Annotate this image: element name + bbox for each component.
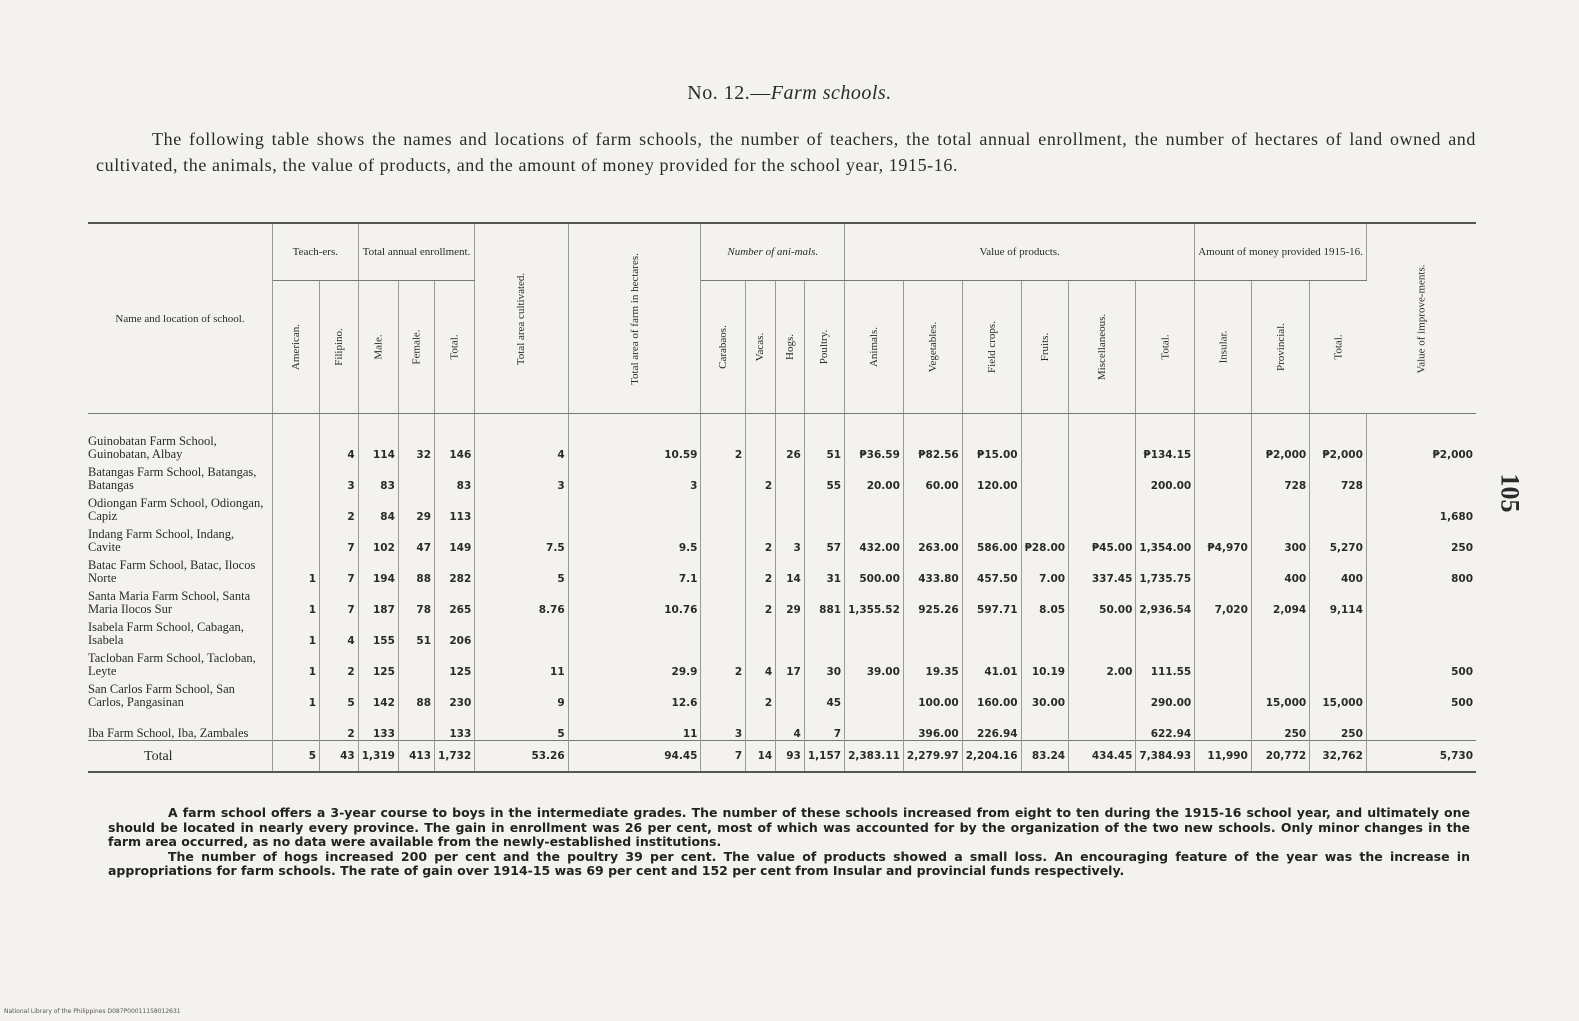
table-cell: 39.00 (845, 647, 904, 678)
table-cell (1069, 709, 1136, 741)
table-cell: 11 (568, 709, 701, 741)
school-name-cell: San Carlos Farm School, San Carlos, Pangasinan (88, 678, 272, 709)
table-cell (1366, 616, 1476, 647)
title-text: Farm schools. (770, 82, 892, 104)
intro-paragraph: The following table shows the names and locations of farm schools, the number of teachers, the total annual enrollment, the number of hectares of land owned and cultivated, the animals, the value of products, and the amount of money provided for the school year, 1915-16. (96, 129, 1476, 175)
table-cell: 47 (398, 523, 434, 554)
table-cell (804, 616, 844, 647)
total-cell: 1,732 (435, 741, 475, 773)
header-products-total: Total. (1136, 281, 1195, 414)
table-cell: 4 (746, 647, 776, 678)
total-cell: 1,157 (804, 741, 844, 773)
header-money-total: Total. (1310, 281, 1367, 414)
header-female: Female. (398, 281, 434, 414)
table-cell (1021, 709, 1069, 741)
table-row (88, 585, 1476, 616)
table-cell (272, 492, 319, 523)
table-cell (272, 461, 319, 492)
table-cell: 1,354.00 (1136, 523, 1195, 554)
table-cell: 250 (1310, 709, 1367, 741)
table-cell (962, 616, 1021, 647)
table-row (88, 678, 1476, 709)
table-cell: 83 (435, 461, 475, 492)
table-cell (398, 461, 434, 492)
table-cell: 45 (804, 678, 844, 709)
school-name-cell: Tacloban Farm School, Tacloban, Leyte (88, 647, 272, 678)
table-cell: 1,735.75 (1136, 554, 1195, 585)
header-field-crops: Field crops. (962, 281, 1021, 414)
table-cell: ₱134.15 (1136, 414, 1195, 462)
total-cell: 94.45 (568, 741, 701, 773)
table-cell (1069, 678, 1136, 709)
table-cell: 7,020 (1195, 585, 1252, 616)
school-name-cell: Batangas Farm School, Batangas, Batangas (88, 461, 272, 492)
table-cell: 2 (701, 647, 746, 678)
total-cell: 43 (320, 741, 359, 773)
table-cell (701, 492, 746, 523)
school-name-cell: Indang Farm School, Indang, Cavite (88, 523, 272, 554)
table-cell (804, 492, 844, 523)
table-cell (776, 461, 805, 492)
table-cell (903, 492, 962, 523)
table-cell (776, 678, 805, 709)
total-cell: 14 (746, 741, 776, 773)
table-cell: 1 (272, 678, 319, 709)
table-cell: 1,355.52 (845, 585, 904, 616)
table-cell: 29.9 (568, 647, 701, 678)
table-cell: 7 (320, 585, 359, 616)
table-cell (1195, 461, 1252, 492)
total-cell: 20,772 (1251, 741, 1309, 773)
total-cell: 7,384.93 (1136, 741, 1195, 773)
table-cell: 282 (435, 554, 475, 585)
table-cell: 7 (804, 709, 844, 741)
table-cell (1069, 414, 1136, 462)
table-cell: 120.00 (962, 461, 1021, 492)
table-cell: 5 (475, 709, 568, 741)
table-cell: 113 (435, 492, 475, 523)
table-cell: 728 (1310, 461, 1367, 492)
table-cell: 155 (358, 616, 398, 647)
table-cell (1195, 414, 1252, 462)
table-cell (1366, 585, 1476, 616)
table-cell: 2 (746, 678, 776, 709)
header-miscellaneous: Miscellaneous. (1069, 281, 1136, 414)
table-cell: 500 (1451, 697, 1473, 709)
header-enroll-total: Total. (435, 281, 475, 414)
header-school-name: Name and location of school. (88, 223, 272, 414)
total-cell: 413 (398, 741, 434, 773)
table-row (88, 709, 1476, 741)
total-cell: 2,383.11 (845, 741, 904, 773)
title-number: No. 12.— (687, 82, 771, 104)
table-cell: 14 (776, 554, 805, 585)
header-male: Male. (358, 281, 398, 414)
table-cell (845, 678, 904, 709)
header-animals-value: Animals. (845, 281, 904, 414)
table-cell (272, 414, 319, 462)
table-cell: 4 (320, 414, 359, 462)
table-cell: 17 (776, 647, 805, 678)
header-provincial: Provincial. (1251, 281, 1309, 414)
table-cell: 5 (320, 678, 359, 709)
table-cell (1310, 492, 1367, 523)
page-number: 105 (1495, 473, 1525, 513)
header-american: American. (272, 281, 319, 414)
table-cell (701, 616, 746, 647)
table-cell (903, 616, 962, 647)
table-cell: 29 (776, 585, 805, 616)
header-improvements: Value of improve-ments. (1366, 223, 1476, 414)
table-cell: 1 (272, 647, 319, 678)
table-cell: 60.00 (903, 461, 962, 492)
table-cell: ₱15.00 (962, 414, 1021, 462)
table-cell: 2 (746, 554, 776, 585)
table-cell (1021, 414, 1069, 462)
total-cell: 11,990 (1195, 741, 1252, 773)
table-cell (776, 616, 805, 647)
table-cell: 597.71 (962, 585, 1021, 616)
total-cell: 1,319 (358, 741, 398, 773)
table-cell: 8.76 (475, 585, 568, 616)
header-enrollment: Total annual enrollment. (358, 223, 475, 281)
table-cell: 88 (398, 554, 434, 585)
table-cell (701, 678, 746, 709)
table-cell (701, 585, 746, 616)
page-title (0, 82, 1579, 105)
table-cell: 206 (435, 616, 475, 647)
table-cell: 83 (358, 461, 398, 492)
header-filipino: Filipino. (320, 281, 359, 414)
total-cell: 32,762 (1310, 741, 1367, 773)
table-cell (1195, 554, 1252, 585)
table-cell (962, 492, 1021, 523)
table-cell: 586.00 (962, 523, 1021, 554)
table-cell: 142 (358, 678, 398, 709)
table-cell: 457.50 (962, 554, 1021, 585)
table-cell (475, 616, 568, 647)
table-cell: 100.00 (903, 678, 962, 709)
table-row (88, 554, 1476, 585)
table-cell (1366, 709, 1476, 741)
table-cell (746, 492, 776, 523)
table-cell: 133 (435, 709, 475, 741)
table-cell (568, 616, 701, 647)
header-poultry: Poultry. (804, 281, 844, 414)
table-cell: 29 (398, 492, 434, 523)
table-cell: 20.00 (845, 461, 904, 492)
table-cell (776, 492, 805, 523)
table-cell: ₱45.00 (1069, 523, 1136, 554)
table-cell: 31 (804, 554, 844, 585)
table-cell: 337.45 (1069, 554, 1136, 585)
table-cell: 2,936.54 (1136, 585, 1195, 616)
table-cell: 15,000 (1310, 678, 1367, 709)
farm-schools-table (88, 222, 1476, 773)
header-hogs: Hogs. (776, 281, 805, 414)
table-cell: 1 (272, 616, 319, 647)
table-cell (1310, 616, 1367, 647)
table-cell: 10.76 (568, 585, 701, 616)
table-cell (1136, 492, 1195, 523)
table-cell: 10.59 (568, 414, 701, 462)
table-cell: 396.00 (903, 709, 962, 741)
table-cell (1069, 492, 1136, 523)
table-cell (845, 616, 904, 647)
table-cell: 149 (435, 523, 475, 554)
table-cell: 881 (804, 585, 844, 616)
total-cell: 2,204.16 (962, 741, 1021, 773)
table-cell: 500 (1451, 666, 1473, 678)
table-cell: 102 (358, 523, 398, 554)
table-row (88, 647, 1476, 678)
table-cell: 9,114 (1310, 585, 1367, 616)
table-cell (398, 647, 434, 678)
table-cell (701, 523, 746, 554)
school-name-cell: Santa Maria Farm School, Santa Maria Ilocos Sur (88, 585, 272, 616)
table-cell: 4 (776, 709, 805, 741)
table-cell: 3 (320, 461, 359, 492)
table-cell: 50.00 (1069, 585, 1136, 616)
table-cell (272, 709, 319, 741)
table-cell (1069, 616, 1136, 647)
header-vacas: Vacas. (746, 281, 776, 414)
table-cell (1021, 461, 1069, 492)
total-cell: 83.24 (1021, 741, 1069, 773)
footnote-paragraph-1: A farm school offers a 3-year course to boys in the intermediate grades. The number of these schools increased from eight to ten during the 1915-16 school year, and ultimately one should be located in nearly every province. The gain in enrollment was 26 per cent, most of which was accounted for by the organization of the two new schools. Only minor changes in the farm area occurred, as no data were available from the newly-established institutions. (108, 805, 1470, 849)
table-cell: 7.5 (475, 523, 568, 554)
total-cell: 7 (701, 741, 746, 773)
table-row (88, 616, 1476, 647)
table-cell: 622.94 (1136, 709, 1195, 741)
table-cell: 7.00 (1021, 554, 1069, 585)
table-row (88, 492, 1476, 523)
table-cell: 5,270 (1310, 523, 1367, 554)
table-row (88, 523, 1476, 554)
table-cell: 4 (475, 414, 568, 462)
table-row (88, 414, 1476, 462)
table-cell: 3 (701, 709, 746, 741)
table-cell: 3 (568, 461, 701, 492)
table-cell: 265 (435, 585, 475, 616)
total-cell: 5,730 (1366, 741, 1476, 773)
table-cell: 400 (1251, 554, 1309, 585)
table-cell: 263.00 (903, 523, 962, 554)
table-cell: 88 (398, 678, 434, 709)
table-cell: 9.5 (568, 523, 701, 554)
school-name-cell: Iba Farm School, Iba, Zambales (88, 709, 272, 741)
table-cell: 1 (272, 585, 319, 616)
table-cell: 250 (1251, 709, 1309, 741)
table-cell: ₱2,000 (1432, 449, 1473, 461)
table-cell: 26 (776, 414, 805, 462)
table-cell: 57 (804, 523, 844, 554)
school-name-cell: Guinobatan Farm School, Guinobatan, Albay (88, 414, 272, 462)
header-vegetables: Vegetables. (903, 281, 962, 414)
total-row (88, 741, 1476, 773)
total-cell: 2,279.97 (903, 741, 962, 773)
table-cell (746, 616, 776, 647)
total-label: Total (88, 741, 272, 773)
table-cell: 187 (358, 585, 398, 616)
table-cell (475, 492, 568, 523)
table-body (88, 414, 1476, 773)
table-cell: ₱36.59 (845, 414, 904, 462)
table-cell (746, 709, 776, 741)
table-cell (1251, 647, 1309, 678)
table-cell: 2,094 (1251, 585, 1309, 616)
school-name-cell: Odiongan Farm School, Odiongan, Capiz (88, 492, 272, 523)
header-products: Value of products. (845, 223, 1195, 281)
table-cell: 30 (804, 647, 844, 678)
total-cell: 434.45 (1069, 741, 1136, 773)
table-cell: 2 (320, 492, 359, 523)
table-cell: 146 (435, 414, 475, 462)
table-cell (1195, 647, 1252, 678)
table-cell (1021, 616, 1069, 647)
table-cell: 3 (475, 461, 568, 492)
table-cell: 32 (398, 414, 434, 462)
header-fruits: Fruits. (1021, 281, 1069, 414)
table-cell (845, 492, 904, 523)
table-cell: 1,680 (1439, 511, 1473, 523)
table-cell (746, 414, 776, 462)
table-cell: ₱82.56 (903, 414, 962, 462)
header-area-cultivated: Total area cultivated. (475, 223, 568, 414)
total-cell: 93 (776, 741, 805, 773)
table-cell: 500.00 (845, 554, 904, 585)
table-cell (845, 709, 904, 741)
table-cell: 125 (435, 647, 475, 678)
table-cell (1136, 616, 1195, 647)
table-cell (398, 709, 434, 741)
table-cell (1195, 616, 1252, 647)
table-cell: 51 (398, 616, 434, 647)
footnote (108, 806, 1470, 879)
table-cell: 19.35 (903, 647, 962, 678)
table-cell: 200.00 (1136, 461, 1195, 492)
header-money: Amount of money provided 1915-16. (1195, 223, 1367, 281)
table-cell: 133 (358, 709, 398, 741)
table-cell: 9 (475, 678, 568, 709)
header-area-farm: Total area of farm in hectares. (568, 223, 701, 414)
table-cell (1251, 616, 1309, 647)
table-cell: 5 (475, 554, 568, 585)
table-cell (568, 492, 701, 523)
table-cell: 226.94 (962, 709, 1021, 741)
table-cell: 432.00 (845, 523, 904, 554)
header-insular: Insular. (1195, 281, 1252, 414)
header-teachers: Teach-ers. (272, 223, 358, 281)
table-cell: 10.19 (1021, 647, 1069, 678)
table-cell: 111.55 (1136, 647, 1195, 678)
table-cell (1069, 461, 1136, 492)
table-cell: 230 (435, 678, 475, 709)
table-cell: 925.26 (903, 585, 962, 616)
table-cell: ₱4,970 (1195, 523, 1252, 554)
table-cell: 2 (320, 709, 359, 741)
table-cell: 728 (1251, 461, 1309, 492)
table-cell: 2 (746, 523, 776, 554)
table-cell: 7.1 (568, 554, 701, 585)
table-cell (1195, 709, 1252, 741)
table-cell (701, 461, 746, 492)
table-cell: ₱28.00 (1021, 523, 1069, 554)
table-cell: 2 (320, 647, 359, 678)
table-cell: 7 (320, 523, 359, 554)
table-cell: 194 (358, 554, 398, 585)
total-cell: 5 (272, 741, 319, 773)
total-cell: 53.26 (475, 741, 568, 773)
table-cell: 51 (804, 414, 844, 462)
table-cell: 12.6 (568, 678, 701, 709)
school-name-cell: Batac Farm School, Batac, Ilocos Norte (88, 554, 272, 585)
table-cell: 400 (1310, 554, 1367, 585)
table-cell (272, 523, 319, 554)
table-cell: 800 (1451, 573, 1473, 585)
footnote-paragraph-2: The number of hogs increased 200 per cent and the poultry 39 per cent. The value of products showed a small loss. An encouraging feature of the year was the increase in appropriations for farm schools. The rate of gain over 1914-15 was 69 per cent and 152 per cent from Insular and provincial funds respectively. (108, 848, 1470, 878)
table-cell: ₱2,000 (1251, 414, 1309, 462)
table-cell: 2.00 (1069, 647, 1136, 678)
source-credit: National Library of the Philippines D087P00011158012631 (4, 1008, 181, 1015)
table-cell (1310, 647, 1367, 678)
table-cell: 250 (1451, 542, 1473, 554)
table-cell: 30.00 (1021, 678, 1069, 709)
table-cell: 8.05 (1021, 585, 1069, 616)
table-cell (1195, 492, 1252, 523)
table-cell: 7 (320, 554, 359, 585)
school-name-cell: Isabela Farm School, Cabagan, Isabela (88, 616, 272, 647)
table-cell (1195, 678, 1252, 709)
table-cell (1251, 492, 1309, 523)
table-cell (701, 554, 746, 585)
table-cell: 84 (358, 492, 398, 523)
table-cell: 433.80 (903, 554, 962, 585)
table-cell: 160.00 (962, 678, 1021, 709)
table-cell: 2 (746, 585, 776, 616)
table-cell (1021, 492, 1069, 523)
table-cell: 11 (475, 647, 568, 678)
table-cell: 1 (272, 554, 319, 585)
header-carabaos: Carabaos. (701, 281, 746, 414)
table-cell: 4 (320, 616, 359, 647)
table-cell (1366, 461, 1476, 492)
table-cell: 300 (1251, 523, 1309, 554)
table-cell: 2 (701, 414, 746, 462)
table-cell: 3 (776, 523, 805, 554)
table-cell: 2 (746, 461, 776, 492)
table-cell: 290.00 (1136, 678, 1195, 709)
table-cell: 78 (398, 585, 434, 616)
table-cell: 125 (358, 647, 398, 678)
table-cell: 114 (358, 414, 398, 462)
table-cell: ₱2,000 (1310, 414, 1367, 462)
table-cell: 55 (804, 461, 844, 492)
table-cell: 41.01 (962, 647, 1021, 678)
table-row (88, 461, 1476, 492)
table-cell: 15,000 (1251, 678, 1309, 709)
header-animals: Number of ani-mals. (701, 223, 845, 281)
